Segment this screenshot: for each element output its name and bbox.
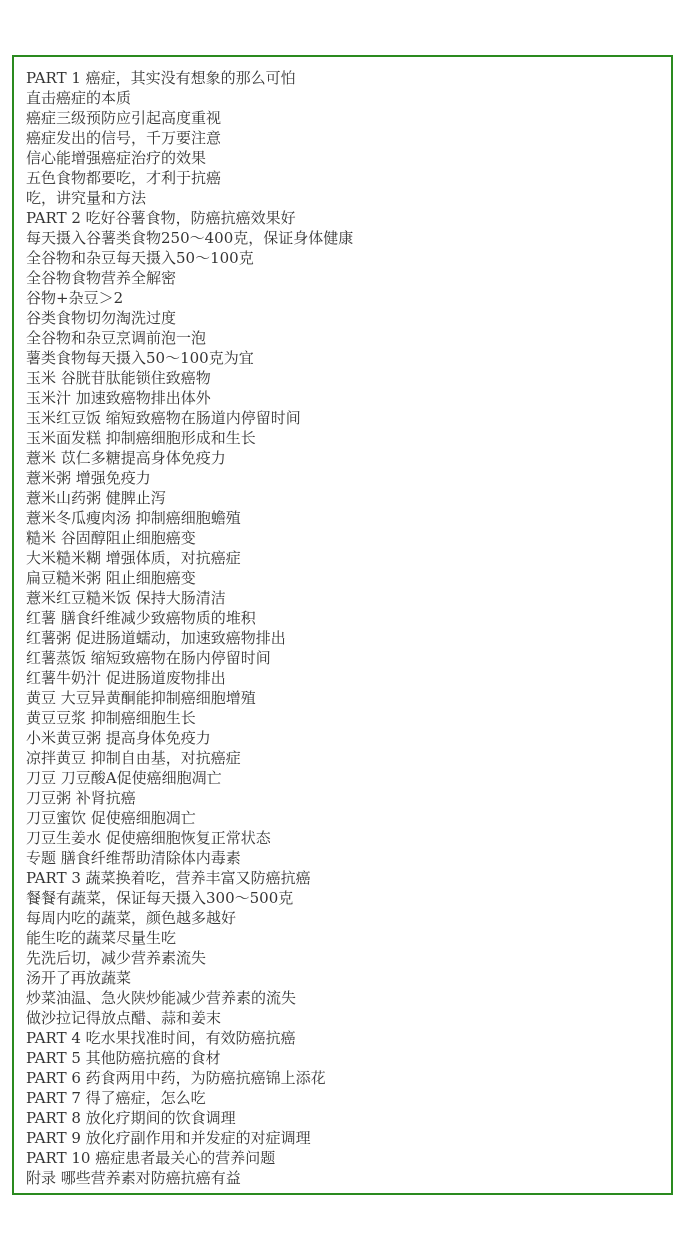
toc-item: 刀豆蜜饮 促使癌细胞凋亡 <box>26 809 196 827</box>
toc-item: PART 10 癌症患者最关心的营养问题 <box>26 1149 276 1167</box>
toc-item: 附录 哪些营养素对防癌抗癌有益 <box>26 1169 241 1187</box>
toc-item: PART 4 吃水果找准时间，有效防癌抗癌 <box>26 1029 296 1047</box>
toc-item: 癌症三级预防应引起高度重视 <box>26 109 222 127</box>
toc-item: 直击癌症的本质 <box>26 89 132 107</box>
toc-item: PART 7 得了癌症，怎么吃 <box>26 1089 206 1107</box>
toc-item: 炒菜油温、急火陕炒能减少营养素的流失 <box>26 989 297 1007</box>
toc-item: 大米糙米糊 增强体质，对抗癌症 <box>26 549 241 567</box>
toc-item: PART 8 放化疗期间的饮食调理 <box>26 1109 236 1127</box>
toc-item: PART 2 吃好谷薯食物，防癌抗癌效果好 <box>26 209 296 227</box>
toc-item: 先洗后切，减少营养素流失 <box>26 949 207 967</box>
toc-item: 薏米红豆糙米饭 保持大肠清洁 <box>26 589 226 607</box>
toc-item: 红薯粥 促进肠道蠕动，加速致癌物排出 <box>26 629 286 647</box>
toc-item: 薏米山药粥 健脾止泻 <box>26 489 166 507</box>
toc-item: 每周内吃的蔬菜，颜色越多越好 <box>26 909 237 927</box>
toc-item: 黄豆 大豆异黄酮能抑制癌细胞增殖 <box>26 689 256 707</box>
toc-item: 信心能增强癌症治疗的效果 <box>26 149 207 167</box>
toc-item: 玉米红豆饭 缩短致癌物在肠道内停留时间 <box>26 409 301 427</box>
toc-item: 玉米面发糕 抑制癌细胞形成和生长 <box>26 429 256 447</box>
toc-item: 薏米冬瓜瘦肉汤 抑制癌细胞蟾殖 <box>26 509 241 527</box>
toc-item: 薏米粥 增强免疫力 <box>26 469 151 487</box>
toc-item: 谷类食物切勿淘洗过度 <box>26 309 177 327</box>
toc-item: 每天摄入谷薯类食物250～400克，保证身体健康 <box>26 229 354 247</box>
toc-item: 凉拌黄豆 抑制自由基，对抗癌症 <box>26 749 241 767</box>
toc-item: 刀豆生姜水 促使癌细胞恢复正常状态 <box>26 829 271 847</box>
toc-item: 谷物+杂豆＞2 <box>26 289 124 307</box>
toc-item: 汤开了再放蔬菜 <box>26 969 132 987</box>
toc-item: PART 1 癌症，其实没有想象的那么可怕 <box>26 69 296 87</box>
toc-item: 红薯蒸饭 缩短致癌物在肠内停留时间 <box>26 649 271 667</box>
toc-item: PART 6 药食两用中药，为防癌抗癌锦上添花 <box>26 1069 326 1087</box>
toc-item: 五色食物都要吃，才利于抗癌 <box>26 169 222 187</box>
toc-item: PART 5 其他防癌抗癌的食材 <box>26 1049 221 1067</box>
toc-item: 专题 膳食纤维帮助清除体内毒素 <box>26 849 241 867</box>
toc-item: 刀豆粥 补肾抗癌 <box>26 789 136 807</box>
table-of-contents-box <box>12 55 673 1195</box>
toc-item: 扁豆糙米粥 阻止细胞癌变 <box>26 569 196 587</box>
toc-item: PART 3 蔬菜换着吃，营养丰富又防癌抗癌 <box>26 869 311 887</box>
toc-item: 能生吃的蔬菜尽量生吃 <box>26 929 177 947</box>
toc-item: 薏米 苡仁多糖提高身体免疫力 <box>26 449 226 467</box>
toc-item: 吃，讲究量和方法 <box>26 189 147 207</box>
toc-item: 做沙拉记得放点醋、蒜和姜末 <box>26 1009 222 1027</box>
toc-item: 小米黄豆粥 提高身体免疫力 <box>26 729 211 747</box>
toc-item: 糙米 谷固醇阻止细胞癌变 <box>26 529 196 547</box>
toc-item: PART 9 放化疗副作用和并发症的对症调理 <box>26 1129 311 1147</box>
toc-item: 红薯牛奶汁 促进肠道废物排出 <box>26 669 226 687</box>
toc-list <box>26 68 671 1188</box>
toc-item: 全谷物食物营养全解密 <box>26 269 177 287</box>
toc-item: 红薯 膳食纤维减少致癌物质的堆积 <box>26 609 256 627</box>
toc-item: 玉米 谷胱苷肽能锁住致癌物 <box>26 369 211 387</box>
toc-item: 刀豆 刀豆酸A促使癌细胞凋亡 <box>26 769 222 787</box>
toc-item: 癌症发出的信号，千万要注意 <box>26 129 222 147</box>
toc-item: 全谷物和杂豆每天摄入50～100克 <box>26 249 254 267</box>
toc-item: 餐餐有蔬菜，保证每天摄入300～500克 <box>26 889 294 907</box>
toc-item: 玉米汁 加速致癌物排出体外 <box>26 389 211 407</box>
toc-item: 全谷物和杂豆烹调前泡一泡 <box>26 329 207 347</box>
toc-item: 薯类食物每天摄入50～100克为宜 <box>26 349 254 367</box>
toc-item: 黄豆豆浆 抑制癌细胞生长 <box>26 709 196 727</box>
